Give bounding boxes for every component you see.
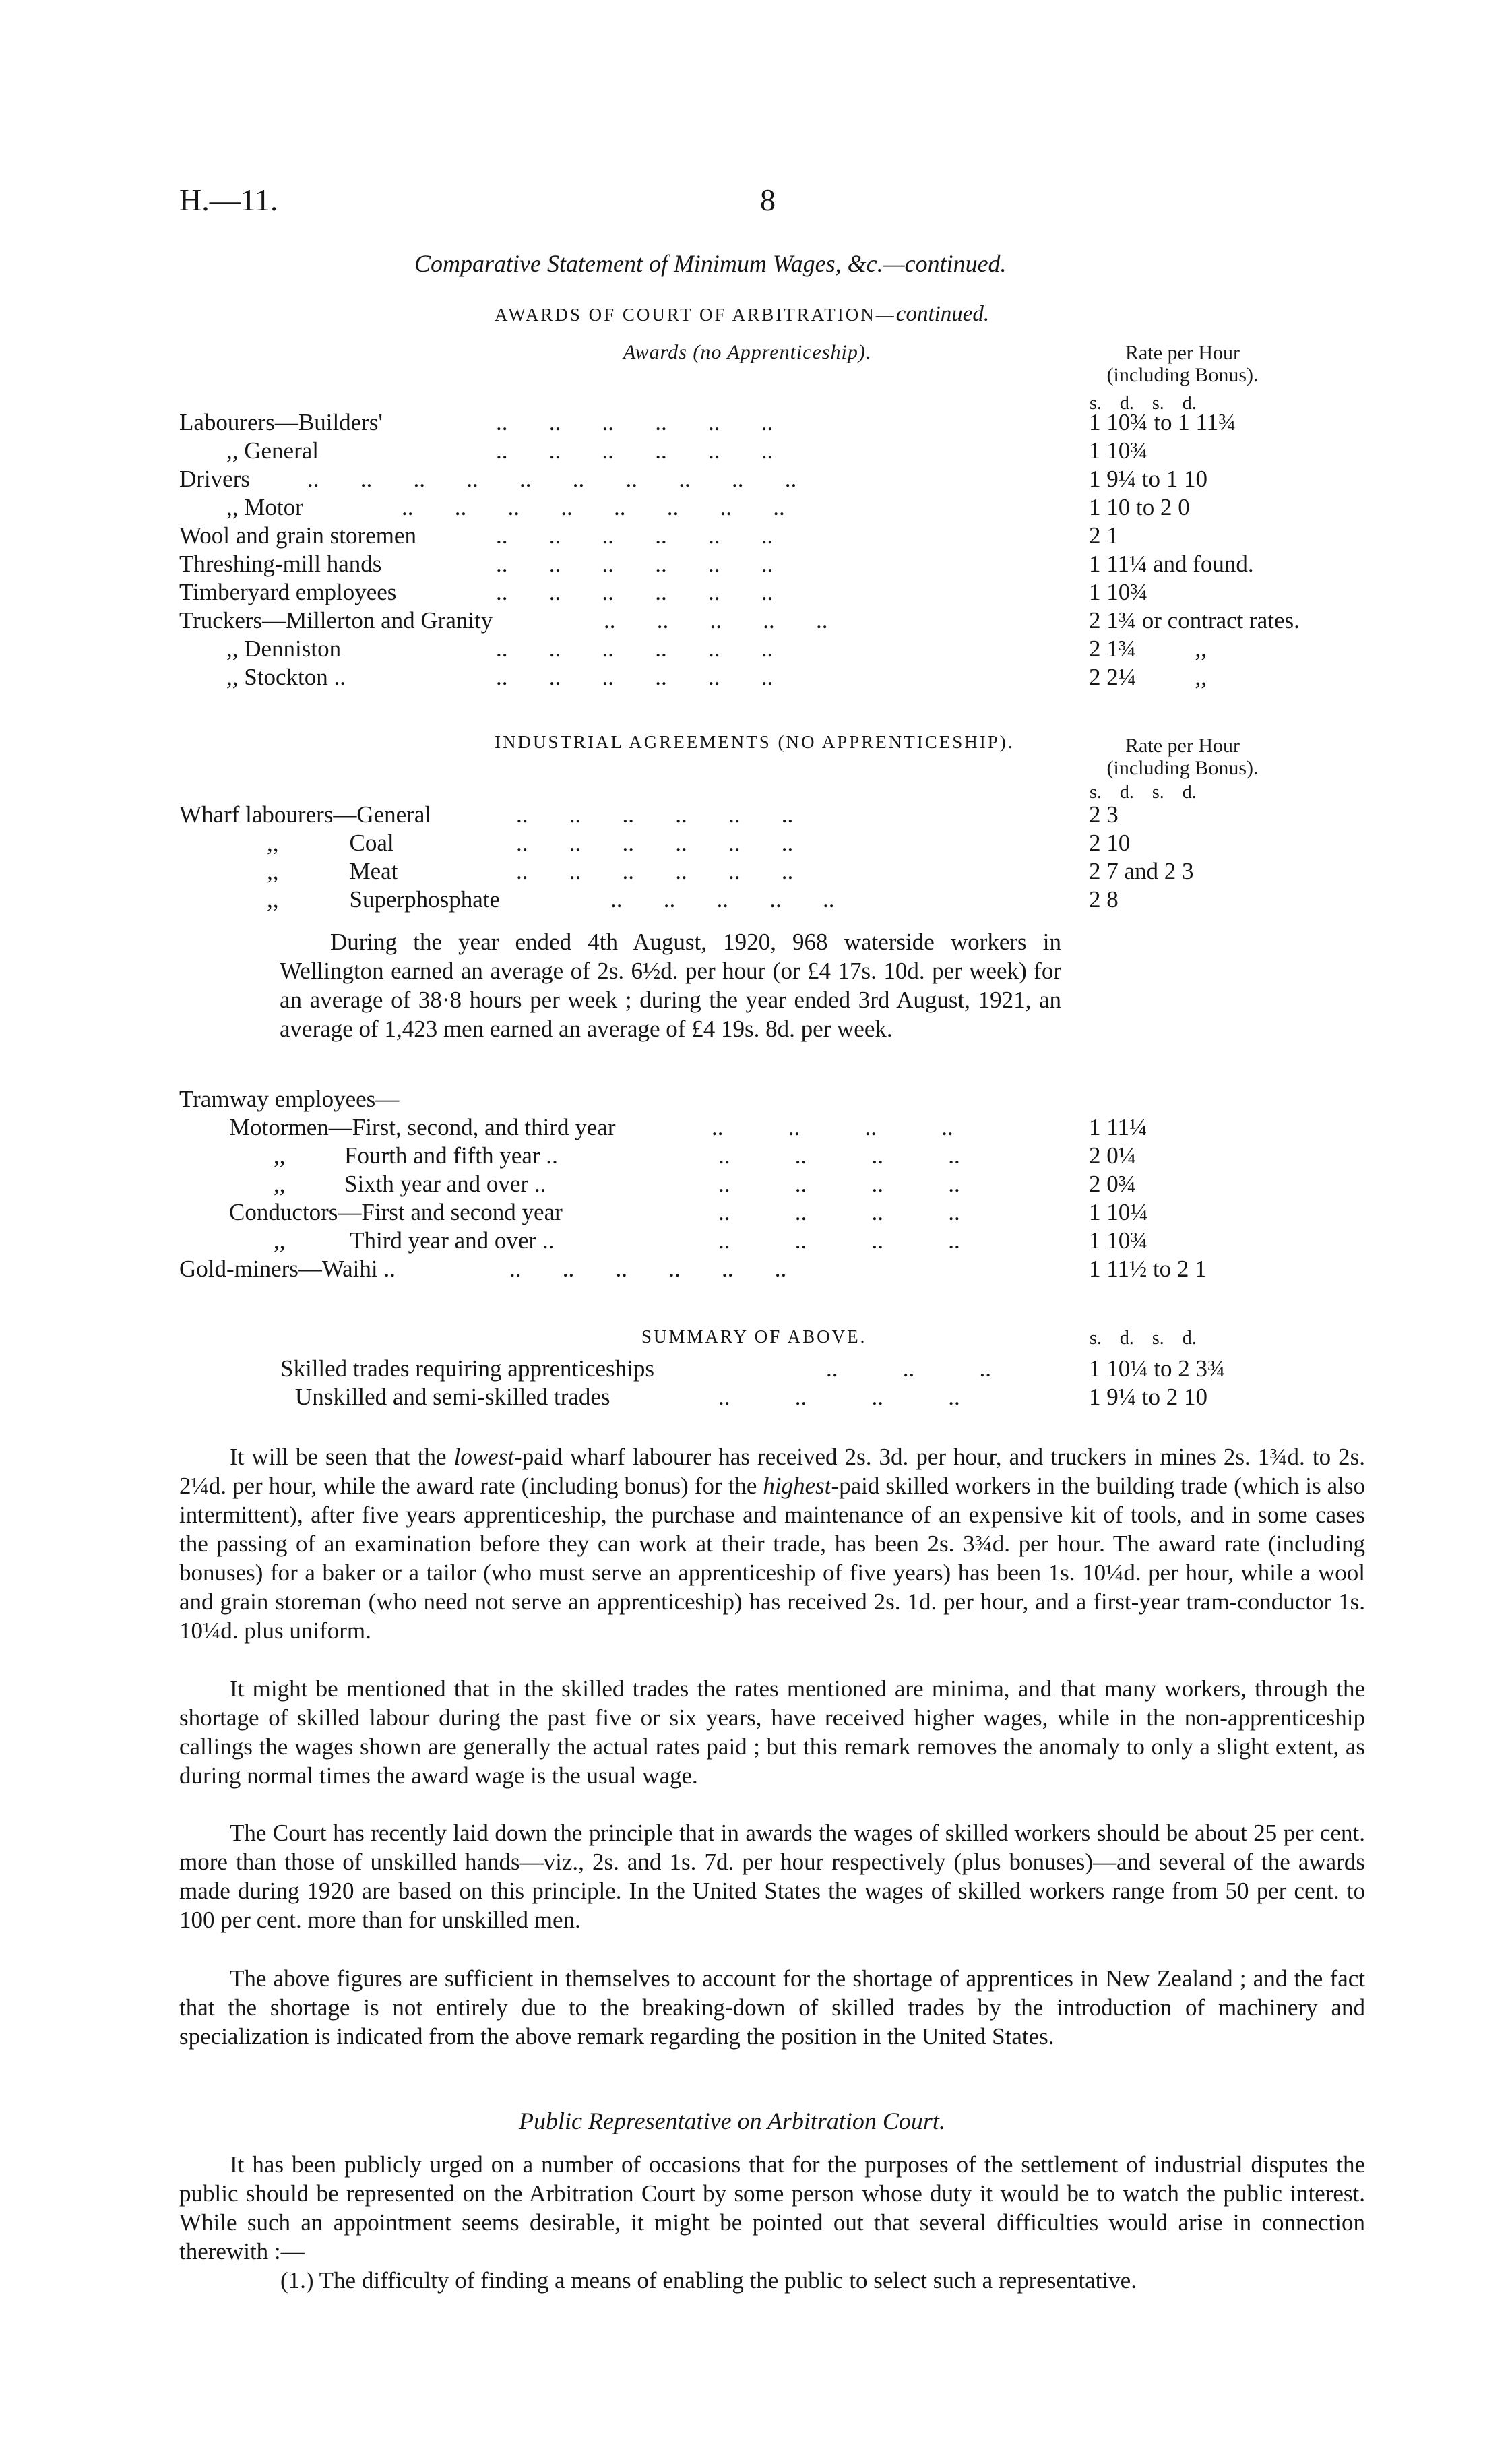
row-value: 1 10 to 2 0 <box>1089 494 1190 520</box>
table-row <box>179 886 1365 914</box>
awards-units: s. d. s. d. <box>1090 393 1197 414</box>
awards-heading-caps: AWARDS OF COURT OF ARBITRATION— <box>495 305 896 325</box>
dot-leader: .. .. .. .. .. .. .. .. <box>402 494 785 520</box>
row-label: Unskilled and semi-skilled trades <box>295 1384 610 1410</box>
row-label: Timberyard employees <box>179 579 397 605</box>
rate-header-line2: (including Bonus). <box>1106 364 1259 386</box>
table-row <box>179 522 1365 550</box>
dot-leader: .. .. .. .. .. .. <box>496 551 774 577</box>
row-value: 2 0¼ <box>1089 1142 1136 1169</box>
row-value: 1 10¼ to 2 3¾ <box>1089 1355 1226 1382</box>
table-row <box>179 663 1365 691</box>
table-row <box>179 829 1365 857</box>
row-label: ,, Meat <box>267 858 398 884</box>
row-label: Motormen—First, second, and third year <box>229 1114 616 1140</box>
page-number: 8 <box>760 183 776 217</box>
row-value: 2 3 <box>1089 801 1119 828</box>
row-value: 1 10¾ <box>1089 579 1148 605</box>
row-label: ,, Fourth and fifth year .. <box>274 1142 558 1169</box>
table-row <box>179 801 1365 829</box>
document-reference: H.—11. <box>179 183 278 217</box>
dot-leader: .. .. .. .. <box>718 1227 960 1254</box>
awards-heading-italic: continued. <box>895 302 990 326</box>
dot-leader: .. .. .. .. .. .. <box>516 830 794 856</box>
tramway-title: Tramway employees— <box>179 1086 400 1112</box>
row-value: 1 10¾ to 1 11¾ <box>1089 409 1236 435</box>
industrial-units: s. d. s. d. <box>1090 782 1197 803</box>
awards-subheading: Awards (no Apprenticeship). <box>623 341 872 363</box>
table-row <box>179 437 1365 465</box>
table-row <box>179 578 1365 607</box>
row-label: Skilled trades requiring apprenticeships <box>280 1355 654 1382</box>
paragraph-5: It has been publicly urged on a number of occasions that for the purposes of the settlement of industrial disputes the public should be represented on the Arbitration Court by some person whose duty it would be to watch the public interest. While such an appointment seems desirable, it might be pointed out that several difficulties would arise in connection therewith :— <box>179 2151 1365 2265</box>
row-label: Truckers—Millerton and Granity <box>179 607 493 634</box>
row-value: 1 11¼ and found. <box>1089 551 1254 577</box>
row-label: Wharf labourers—General <box>179 801 432 828</box>
row-value: 2 1¾ ,, <box>1089 636 1207 662</box>
row-label: Labourers—Builders' <box>179 409 383 435</box>
wharf-note <box>280 927 1061 1043</box>
dot-leader: .. .. .. .. .. .. .. .. .. .. <box>307 466 797 492</box>
paragraph-6: (1.) The difficulty of finding a means of enabling the public to select such a representative. <box>280 2267 1137 2294</box>
dot-leader: .. .. .. .. .. .. <box>496 437 774 464</box>
row-value: 1 11¼ <box>1089 1114 1147 1140</box>
paragraph-1: It will be seen that the lowest-paid wharf labourer has received 2s. 3d. per hour, and truckers in mines 2s. 1¾d. to 2s. 2¼d. per hour, while the award rate (including bonus) for the highest-paid skilled workers in the building trade (which is also intermittent), after five years apprenticeship, the purchase and maintenance of an expensive kit of tools, and in some cases the passing of an examination before they can work at their trade, has been 2s. 3¾d. per hour. The award rate (including bonuses) for a baker or a tailor (who must serve an apprenticeship of five years) has been 1s. 10¼d. per hour, while a wool and grain storeman (who need not serve an apprenticeship) has received 2s. 1d. per hour, and a first-year tram-conductor 1s. 10¼d. plus uniform. <box>179 1444 1365 1644</box>
row-value: 2 10 <box>1089 830 1131 856</box>
row-value: 1 11½ to 2 1 <box>1089 1256 1207 1282</box>
table-row <box>179 1355 1365 1383</box>
row-value: 2 1¾ or contract rates. <box>1089 607 1300 634</box>
row-value: 1 9¼ to 1 10 <box>1089 466 1207 492</box>
row-label: ,, Sixth year and over .. <box>274 1171 546 1197</box>
dot-leader: .. .. .. .. <box>718 1142 960 1169</box>
table-row <box>179 1142 1365 1170</box>
dot-leader: .. .. .. .. <box>718 1199 960 1225</box>
table-row <box>179 1255 1365 1283</box>
awards-rate-header <box>1085 342 1280 386</box>
dot-leader: .. .. .. .. .. .. <box>496 409 774 435</box>
dot-leader: .. .. .. .. <box>718 1171 960 1197</box>
industrial-heading: INDUSTRIAL AGREEMENTS (NO APPRENTICESHIP). <box>495 732 1015 752</box>
table-row <box>179 408 1365 437</box>
row-label: ,, Denniston <box>226 636 342 662</box>
summary-heading: SUMMARY OF ABOVE. <box>641 1326 867 1347</box>
row-value: 1 10¾ <box>1089 437 1148 464</box>
row-label: ,, Stockton .. <box>226 664 346 690</box>
table-row <box>179 1113 1365 1142</box>
row-value: 1 9¼ to 2 10 <box>1089 1384 1207 1410</box>
table-row <box>179 1383 1365 1411</box>
awards-heading <box>495 302 989 327</box>
table-row <box>179 1198 1365 1227</box>
row-label: Conductors—First and second year <box>229 1199 563 1225</box>
dot-leader: .. .. .. .. .. .. <box>509 1256 787 1282</box>
rate-header-line2: (including Bonus). <box>1106 757 1259 779</box>
table-caption: Comparative Statement of Minimum Wages, &c.—continued. <box>414 250 1007 277</box>
row-label: ,, Superphosphate <box>267 886 501 913</box>
dot-leader: .. .. .. .. .. .. <box>516 858 794 884</box>
dot-leader: .. .. .. .. <box>712 1114 953 1140</box>
paragraph-2: It might be mentioned that in the skilled trades the rates mentioned are minima, and that many workers, through the shortage of skilled labour during the past five or six years, have received higher wages, while in the non-apprenticeship callings the wages shown are generally the actual rates paid ; but this remark removes the anomaly to only a slight extent, as during normal times the award wage is the usual wage. <box>179 1675 1365 1789</box>
row-label: Wool and grain storemen <box>179 522 416 549</box>
row-label: ,, Coal <box>267 830 394 856</box>
row-value: 1 10¾ <box>1089 1227 1148 1254</box>
row-value: 1 10¼ <box>1089 1199 1148 1225</box>
table-row <box>179 1170 1365 1198</box>
dot-leader: .. .. .. .. .. .. <box>496 522 774 549</box>
table-row <box>179 857 1365 886</box>
dot-leader: .. .. .. .. .. .. <box>496 636 774 662</box>
row-value: 2 0¾ <box>1089 1171 1136 1197</box>
rate-header-line1: Rate per Hour <box>1125 342 1240 364</box>
dot-leader: .. .. .. .. .. <box>604 607 828 634</box>
row-label: ,, Motor <box>226 494 303 520</box>
industrial-rate-header <box>1085 735 1280 779</box>
summary-units: s. d. s. d. <box>1090 1328 1197 1349</box>
dot-leader: .. .. .. .. .. <box>610 886 835 913</box>
dot-leader: .. .. .. .. .. .. <box>516 801 794 828</box>
dot-leader: .. .. .. <box>826 1355 991 1382</box>
table-row <box>179 607 1365 635</box>
table-row <box>179 493 1365 522</box>
paragraph-4: The above figures are sufficient in themselves to account for the shortage of apprentices in New Zealand ; and the fact that the shortage is not entirely due to the breaking-down of skilled trades by the introduction of machinery and specialization is indicated from the above remark regarding the position in the United States. <box>179 1965 1365 2050</box>
row-label: Gold-miners—Waihi .. <box>179 1256 396 1282</box>
wharf-note-text: During the year ended 4th August, 1920, 968 waterside workers in Wellington earned an average of 2s. 6½d. per hour (or £4 17s. 10d. per week) for an average of 38·8 hours per week ; during the year ended 3rd August, 1921, an average of 1,423 men earned an average of £4 19s. 8d. per week. <box>280 929 1061 1042</box>
table-row <box>179 635 1365 663</box>
table-row <box>179 550 1365 578</box>
row-value: 2 7 and 2 3 <box>1089 858 1194 884</box>
row-value: 2 1 <box>1089 522 1119 549</box>
row-label: Threshing-mill hands <box>179 551 382 577</box>
row-label: ,, Third year and over .. <box>274 1227 555 1254</box>
row-label: ,, General <box>226 437 319 464</box>
paragraph-3: The Court has recently laid down the principle that in awards the wages of skilled workers should be about 25 per cent. more than those of unskilled hands—viz., 2s. and 1s. 7d. per hour respectively (plus bonuses)—and several of the awards made during 1920 are based on this principle. In the United States the wages of skilled workers range from 50 per cent. to 100 per cent. more than for unskilled men. <box>179 1820 1365 1933</box>
table-row <box>179 1227 1365 1255</box>
rate-header-line1: Rate per Hour <box>1125 735 1240 757</box>
row-label: Drivers <box>179 466 250 492</box>
row-value: 2 8 <box>1089 886 1119 913</box>
dot-leader: .. .. .. .. .. .. <box>496 579 774 605</box>
dot-leader: .. .. .. .. <box>718 1384 960 1410</box>
row-value: 2 2¼ ,, <box>1089 664 1207 690</box>
section-title: Public Representative on Arbitration Court. <box>519 2108 945 2134</box>
dot-leader: .. .. .. .. .. .. <box>496 664 774 690</box>
table-row <box>179 465 1365 493</box>
